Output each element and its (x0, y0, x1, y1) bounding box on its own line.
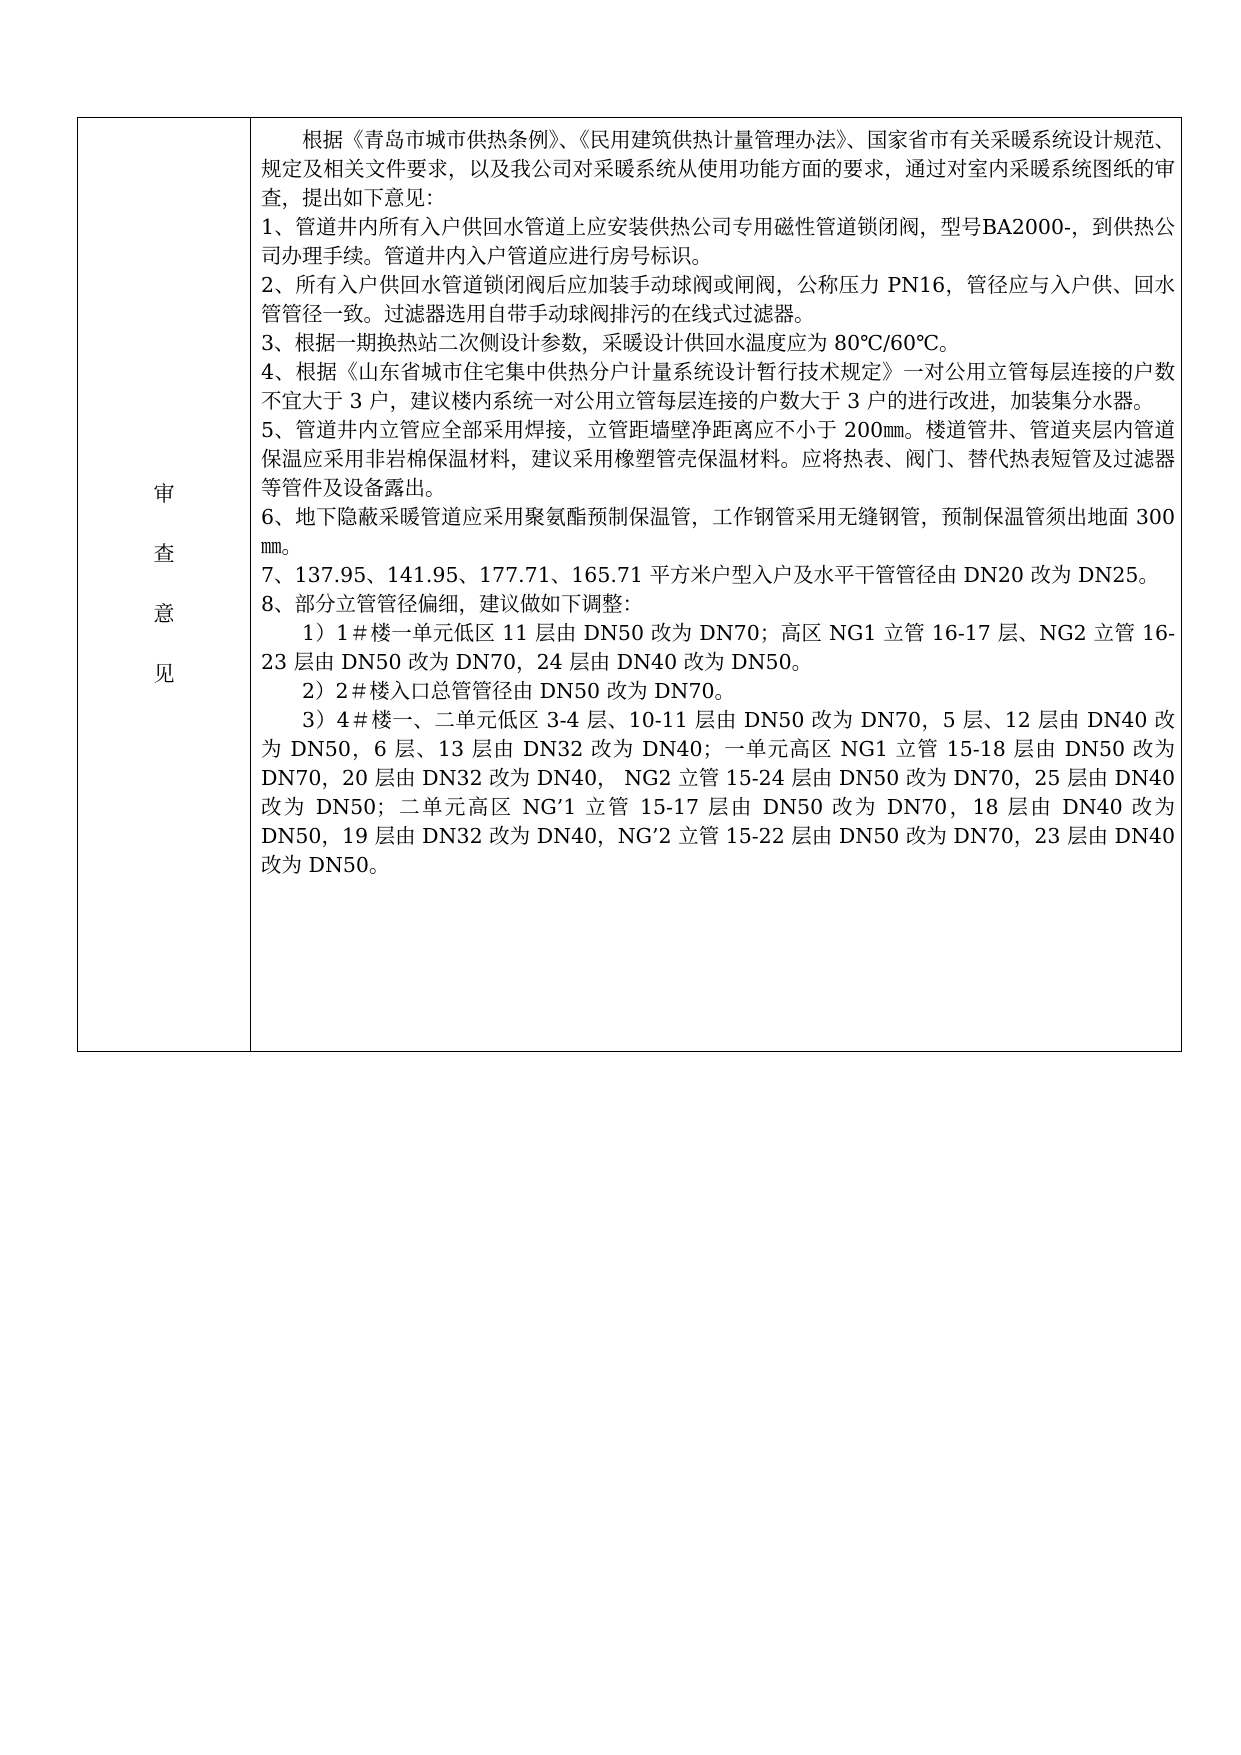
opinion-item-1: 1、管道井内所有入户供回水管道上应安装供热公司专用磁性管道锁闭阀，型号BA2000-，到供热公司办理手续。管道井内入户管道应进行房号标识。 (261, 215, 1175, 268)
adjustment-item-2: 2）2＃楼入口总管管径由 DN50 改为 DN70。 (302, 679, 736, 703)
intro-paragraph: 根据《青岛市城市供热条例》、《民用建筑供热计量管理办法》、国家省市有关采暖系统设计规范、规定及相关文件要求，以及我公司对采暖系统从使用功能方面的要求，通过对室内采暖系统图纸的审查，提出如下意见： (261, 128, 1175, 210)
adjustment-item-3: 3）4＃楼一、二单元低区 3-4 层、10-11 层由 DN50 改为 DN70，5 层、12 层由 DN40 改为 DN50，6 层、13 层由 DN32 改为 DN40；一单元高区 NG1 立管 15-18 层由 DN50 改为 DN70，20 层由 DN32 改为 DN40， NG2 立管 15-24 层由 DN50 改为 DN70，25 层由 DN40 改为 DN50；二单元高区 NG’1 立管 15-17 层由 DN50 改为 DN70，18 层由 DN40 改为 DN50，19 层由 DN32 改为 DN40，NG’2 立管 15-22 层由 DN50 改为 DN70，23 层由 DN40 改为 DN50。 (261, 708, 1175, 877)
opinion-item-4: 4、根据《山东省城市住宅集中供热分户计量系统设计暂行技术规定》一对公用立管每层连接的户数不宜大于 3 户，建议楼内系统一对公用立管每层连接的户数大于 3 户的进行改进，加装集分水器。 (261, 360, 1175, 413)
label-char: 见 (153, 662, 175, 686)
opinion-item-3: 3、根据一期换热站二次侧设计参数，采暖设计供回水温度应为 80℃/60℃。 (261, 331, 960, 355)
opinion-item-8: 8、部分立管管径偏细，建议做如下调整： (261, 592, 644, 616)
opinion-item-7: 7、137.95、141.95、177.71、165.71 平方米户型入户及水平干管管径由 DN20 改为 DN25。 (261, 563, 1159, 587)
opinion-item-5: 5、管道井内立管应全部采用焊接，立管距墙壁净距离应不小于 200㎜。楼道管井、管道夹层内管道保温应采用非岩棉保温材料，建议采用橡塑管壳保温材料。应将热表、阀门、替代热表短管及过滤器等管件及设备露出。 (261, 418, 1175, 500)
review-opinion-content (251, 118, 1181, 1051)
review-opinion-label-cell (78, 118, 251, 1051)
review-opinion-table (77, 117, 1182, 1052)
label-char: 审 (153, 482, 175, 506)
opinion-item-2: 2、所有入户供回水管道锁闭阀后应加装手动球阀或闸阀，公称压力 PN16，管径应与入户供、回水管管径一致。过滤器选用自带手动球阀排污的在线式过滤器。 (261, 273, 1175, 326)
label-char: 查 (153, 542, 175, 566)
adjustment-item-1: 1）1＃楼一单元低区 11 层由 DN50 改为 DN70；高区 NG1 立管 16-17 层、NG2 立管 16-23 层由 DN50 改为 DN70，24 层由 DN40 改为 DN50。 (261, 621, 1175, 674)
opinion-item-6: 6、地下隐蔽采暖管道应采用聚氨酯预制保温管，工作钢管采用无缝钢管，预制保温管须出地面 300㎜。 (261, 505, 1175, 558)
review-opinion-label (78, 480, 250, 720)
label-char: 意 (153, 602, 175, 626)
